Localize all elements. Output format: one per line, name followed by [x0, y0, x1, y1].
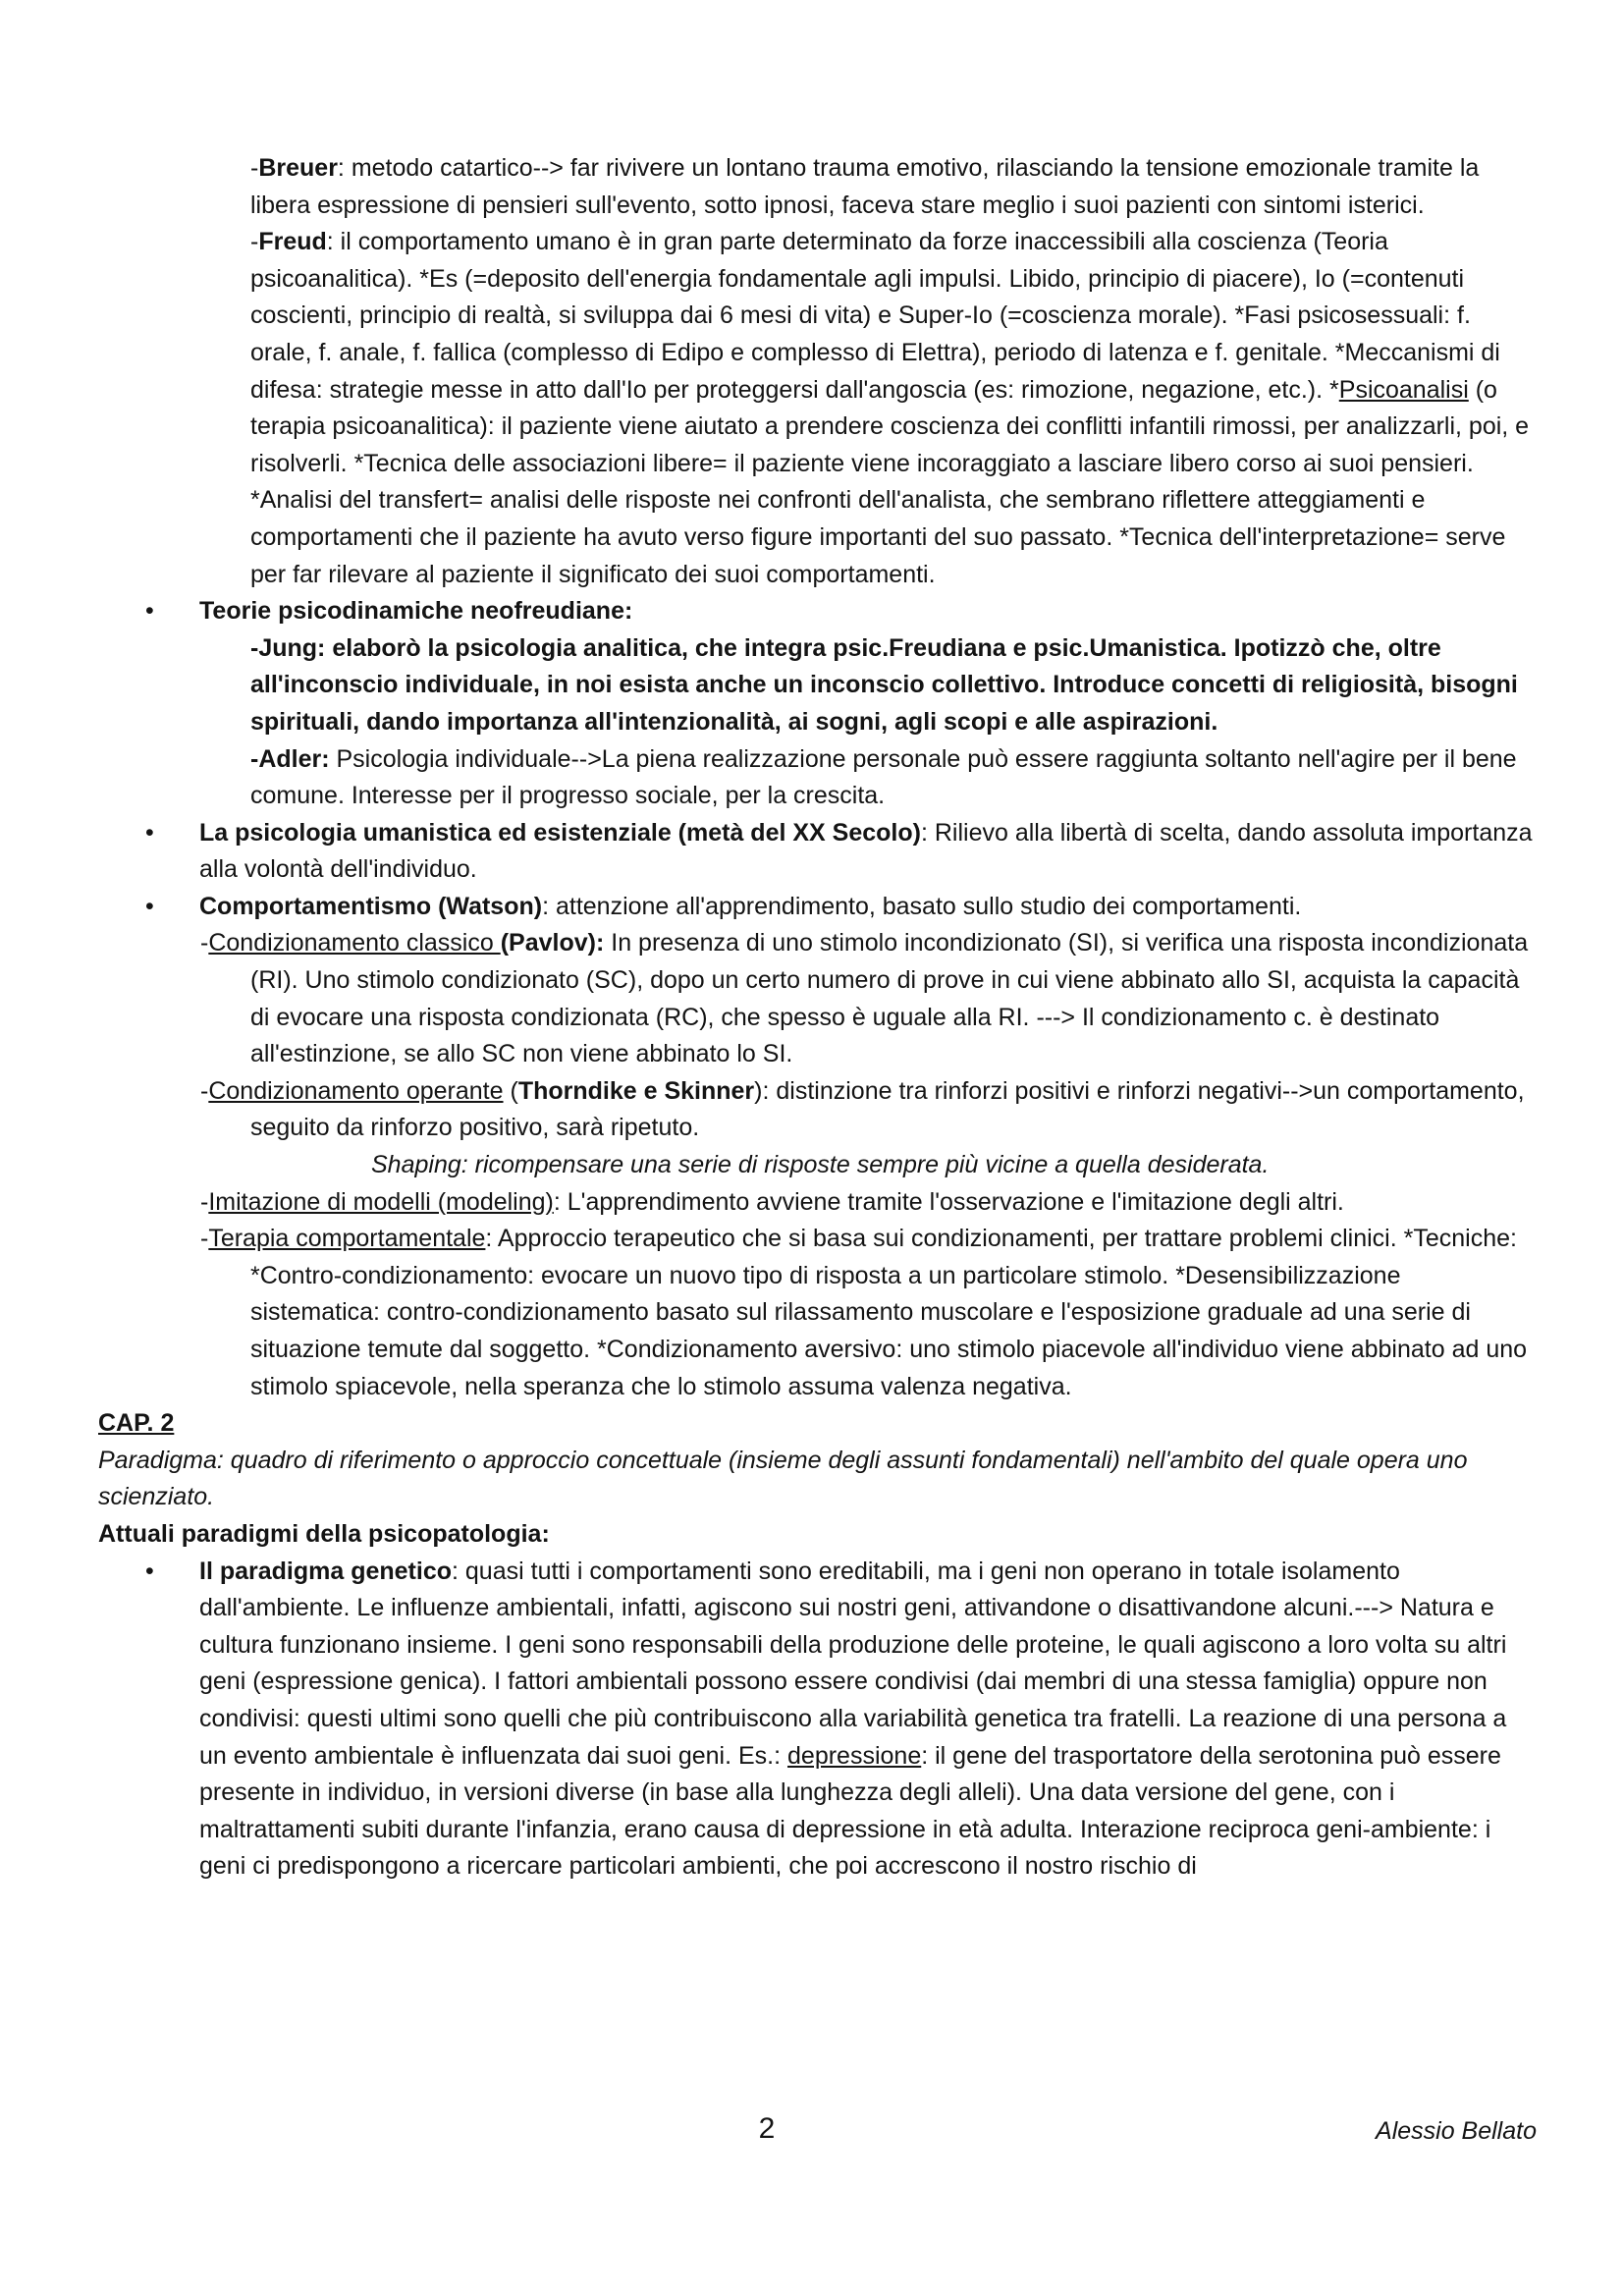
text-run: -: [250, 154, 259, 182]
text-run: -: [200, 929, 209, 957]
text-run: Comportamentismo (Watson): [199, 892, 543, 920]
text-run: -Jung: elaborò la psicologia analitica, che integra psic.Freudiana e psic.Umanistica. Ipotizzò che, oltre all'inconscio individuale, in noi esista anche un inconscio collettivo. Introduce concetti di religiosità, bisogni spirituali, dando importanza all'intenzionalità, ai sogni, agli scopi e alle aspirazioni.: [250, 633, 1518, 736]
page-number: 2: [758, 2112, 776, 2145]
text-run: : L'apprendimento avviene tramite l'osservazione e l'imitazione degli altri.: [553, 1187, 1344, 1216]
text-run: : attenzione all'apprendimento, basato sullo studio dei comportamenti.: [542, 892, 1302, 920]
author-name: Alessio Bellato: [1376, 2117, 1537, 2145]
paragraph: [98, 224, 1537, 593]
text-run: (o terapia psicoanalitica): il paziente viene aiutato a prendere coscienza dei conflitti infantili rimossi, per analizzarli, poi, e risolverli. *Tecnica delle associazioni libere= il paziente viene incoraggiato a lasciare libero corso ai suoi pensieri. *Analisi del transfert= analisi delle risposte nei confronti dell'analista, che sembrano riflettere atteggiamenti e comportamenti che il paziente ha avuto verso figure importanti del suo passato. *Tecnica dell'interpretazione= serve per far rilevare al paziente il significato dei suoi comportamenti.: [250, 375, 1530, 588]
paragraph: [98, 150, 1537, 224]
text-run: : Rilievo alla libertà di scelta, dando assoluta importanza alla volontà dell'individuo.: [199, 818, 1533, 884]
text-run: depressione: [787, 1741, 922, 1770]
text-run: : metodo catartico--> far rivivere un lontano trauma emotivo, rilasciando la tensione emozionale tramite la libera espressione di pensieri sull'evento, sotto ipnosi, faceva stare meglio i suoi pazienti con sintomi isterici.: [250, 154, 1480, 219]
bullet-marker: •: [145, 818, 154, 847]
bullet-paragraph: [98, 815, 1537, 889]
text-run: : il gene del trasportatore della serotonina può essere presente in individuo, in versioni diverse (in base alla lunghezza degli alleli). Una data versione del gene, con i maltrattamenti subiti durante l'infanzia, erano causa di depressione in età adulta. Interazione reciproca geni-ambiente: i geni ci predispongono a ricercare particolari ambienti, che poi accrescono il nostro rischio di: [199, 1741, 1501, 1881]
text-run: Paradigma: quadro di riferimento o approccio concettuale (insieme degli assunti fondamentali) nell'ambito del quale opera uno scienziato.: [98, 1446, 1468, 1511]
paragraph: [98, 741, 1537, 815]
bullet-paragraph: [98, 889, 1537, 926]
text-run: CAP. 2: [98, 1409, 175, 1438]
text-run: -: [250, 228, 259, 256]
text-run: Terapia comportamentale: [208, 1225, 486, 1253]
paragraph: [98, 1516, 1537, 1554]
paragraph: [98, 1405, 1537, 1443]
bullet-paragraph: [98, 1554, 1537, 1886]
text-run: : quasi tutti i comportamenti sono ereditabili, ma i geni non operano in totale isolamento dall'ambiente. Le influenze ambientali, infatti, agiscono sui nostri geni, attivandone o disattivandone alcuni.---> Natura e cultura funzionano insieme. I geni sono responsabili della produzione delle proteine, le quali agiscono a loro volta su altri geni (espressione genica). I fattori ambientali possono essere condivisi (dai membri di una stessa famiglia) oppure non condivisi: questi ultimi sono quelli che più contribuiscono alla variabilità genetica tra fratelli. La reazione di una persona a un evento ambientale è influenzata dai suoi geni. Es.:: [199, 1557, 1507, 1770]
paragraph: [98, 1443, 1537, 1516]
text-run: : Approccio terapeutico che si basa sui condizionamenti, per trattare problemi clinici. *Tecniche: *Contro-condizionamento: evocare un nuovo tipo di risposta a un particolare stimolo. *Desensibilizzazione sistematica: contro-condizionamento basato sul rilassamento muscolare e l'esposizione graduale ad una serie di situazione temute dal soggetto. *Condizionamento aversivo: uno stimolo piacevole all'individuo viene abbinato ad uno stimolo spiacevole, nella speranza che lo stimolo assuma valenza negativa.: [250, 1225, 1528, 1400]
text-run: Shaping: ricompensare una serie di risposte sempre più vicine a quella desiderata.: [371, 1151, 1270, 1179]
text-run: (Pavlov):: [500, 929, 605, 957]
bullet-marker: •: [145, 1557, 154, 1585]
text-run: Attuali paradigmi della psicopatologia:: [98, 1519, 550, 1548]
bullet-marker: •: [145, 892, 154, 920]
text-run: Imitazione di modelli (modeling): [208, 1187, 554, 1216]
document-body: [98, 150, 1537, 1886]
text-run: Psicologia individuale-->La piena realizzazione personale può essere raggiunta soltanto nell'agire per il bene comune. Interesse per il progresso sociale, per la crescita.: [250, 744, 1517, 810]
paragraph: [98, 630, 1537, 741]
text-run: Psicoanalisi: [1338, 375, 1469, 404]
text-run: Condizionamento classico: [208, 929, 501, 957]
paragraph: [98, 925, 1537, 1072]
text-run: Freud: [258, 228, 327, 256]
text-run: (: [503, 1076, 518, 1105]
text-run: : il comportamento umano è in gran parte determinato da forze inaccessibili alla coscienza (Teoria psicoanalitica). *Es (=deposito dell'energia fondamentale agli impulsi. Libido, principio di piacere), Io (=contenuti coscienti, principio di realtà, si sviluppa dai 6 mesi di vita) e Super-Io (=coscienza morale). *Fasi psicosessuali: f. orale, f. anale, f. fallica (complesso di Edipo e complesso di Elettra), periodo di latenza e f. genitale. *Meccanismi di difesa: strategie messe in atto dall'Io per proteggersi dall'angoscia (es: rimozione, negazione, etc.). *: [250, 228, 1500, 404]
text-run: -: [200, 1187, 209, 1216]
paragraph: [98, 1221, 1537, 1405]
paragraph: [98, 1073, 1537, 1147]
text-run: -: [200, 1076, 209, 1105]
text-run: Il paradigma genetico: [199, 1557, 453, 1585]
text-run: Thorndike e Skinner: [517, 1076, 755, 1105]
text-run: -Adler:: [250, 744, 330, 773]
paragraph: [98, 1184, 1537, 1222]
text-run: ): distinzione tra rinforzi positivi e rinforzi negativi-->un comportamento, seguito da rinforzo positivo, sarà ripetuto.: [250, 1076, 1525, 1142]
text-run: -: [200, 1225, 209, 1253]
bullet-marker: •: [145, 597, 154, 626]
text-run: La psicologia umanistica ed esistenziale (metà del XX Secolo): [199, 818, 921, 847]
paragraph: [98, 1147, 1537, 1184]
text-run: Breuer: [258, 154, 338, 182]
text-run: Teorie psicodinamiche neofreudiane:: [199, 597, 633, 626]
text-run: In presenza di uno stimolo incondizionato (SI), si verifica una risposta incondizionata (RI). Uno stimolo condizionato (SC), dopo un certo numero di prove in cui viene abbinato allo SI, acquista la capacità di evocare una risposta condizionata (RC), che spesso è uguale alla RI. ---> Il condizionamento c. è destinato all'estinzione, se allo SC non viene abbinato lo SI.: [250, 929, 1529, 1068]
text-run: Condizionamento operante: [208, 1076, 504, 1105]
bullet-paragraph: [98, 593, 1537, 630]
